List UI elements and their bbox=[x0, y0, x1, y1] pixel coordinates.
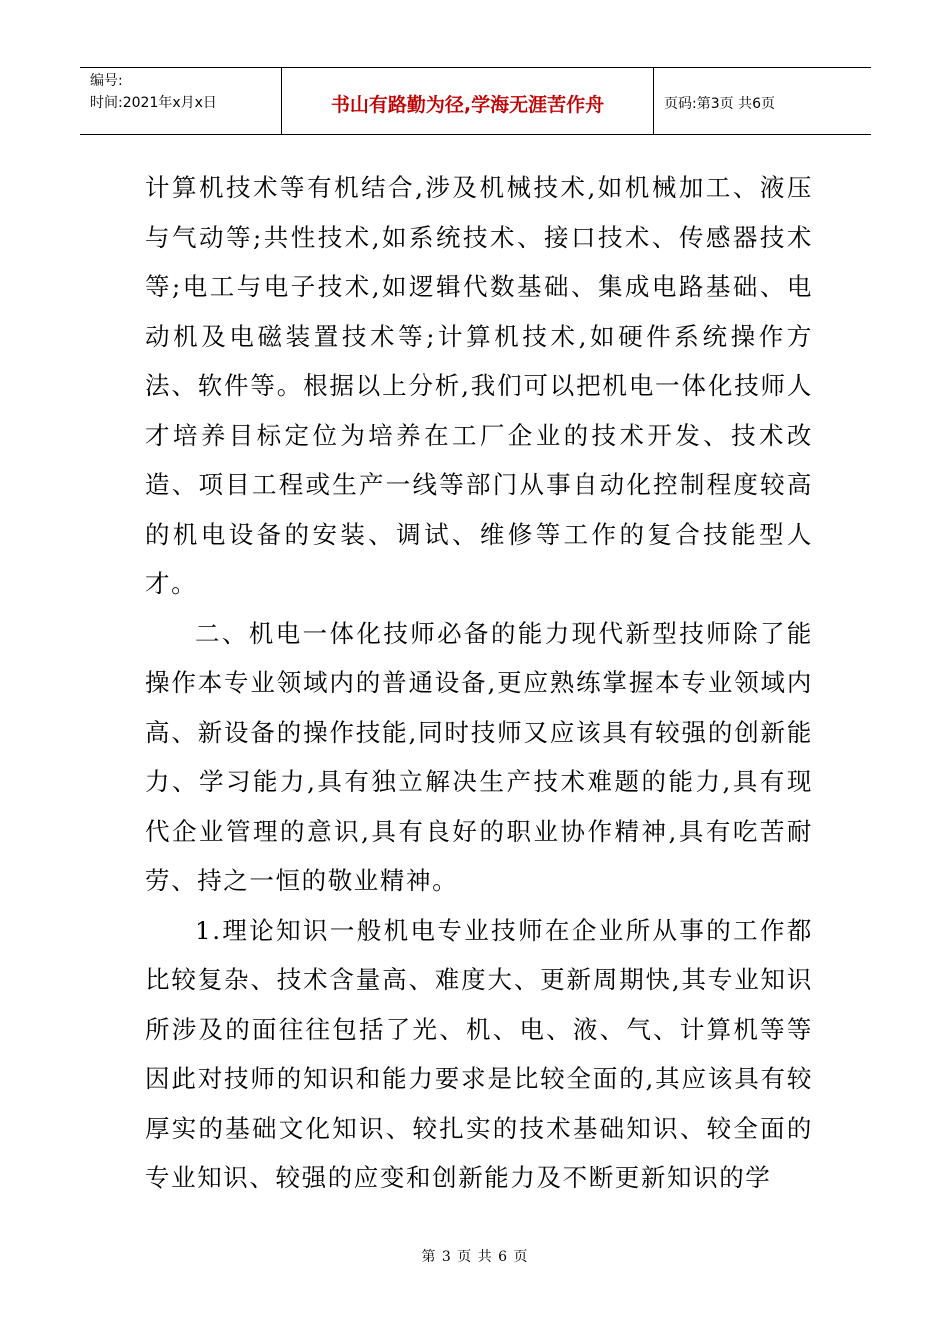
number-label: 编号: bbox=[90, 73, 123, 89]
time-label: 时间:2021年x月x日 bbox=[90, 95, 217, 111]
paragraph: 1.理论知识一般机电专业技师在企业所从事的工作都比较复杂、技术含量高、难度大、更新周期快,其专业知识所涉及的面往往包括了光、机、电、液、气、计算机等等因此对技师的知识和能力要求是比较全面的,其应该具有较厚实的基础文化知识、较扎实的技术基础知识、较全面的专业知识、较强的应变和创新能力及不断更新知识的学 bbox=[145, 915, 813, 1192]
header-meta bbox=[80, 68, 282, 134]
page-footer: 第 3 页 共 6 页 bbox=[421, 1249, 529, 1265]
header-page-info: 页码:第3页 共6页 bbox=[664, 96, 775, 112]
page-header bbox=[80, 67, 871, 135]
paragraph: 计算机技术等有机结合,涉及机械技术,如机械加工、液压与气动等;共性技术,如系统技术、接口技术、传感器技术等;电工与电子技术,如逻辑代数基础、集成电路基础、电动机及电磁装置技术等;计算机技术,如硬件系统操作方法、软件等。根据以上分析,我们可以把机电一体化技师人才培养目标定位为培养在工厂企业的技术开发、技术改造、项目工程或生产一线等部门从事自动化控制程度较高的机电设备的安装、调试、维修等工作的复合技能型人才。 bbox=[145, 173, 813, 598]
header-motto: 书山有路勤为径,学海无涯苦作舟 bbox=[282, 68, 654, 134]
document-body bbox=[145, 163, 813, 1203]
paragraph: 二、机电一体化技师必备的能力现代新型技师除了能操作本专业领域内的普通设备,更应熟练掌握本专业领域内高、新设备的操作技能,同时技师又应该具有较强的创新能力、学习能力,具有独立解决生产技术难题的能力,具有现代企业管理的意识,具有良好的职业协作精神,具有吃苦耐劳、持之一恒的敬业精神。 bbox=[145, 618, 813, 895]
